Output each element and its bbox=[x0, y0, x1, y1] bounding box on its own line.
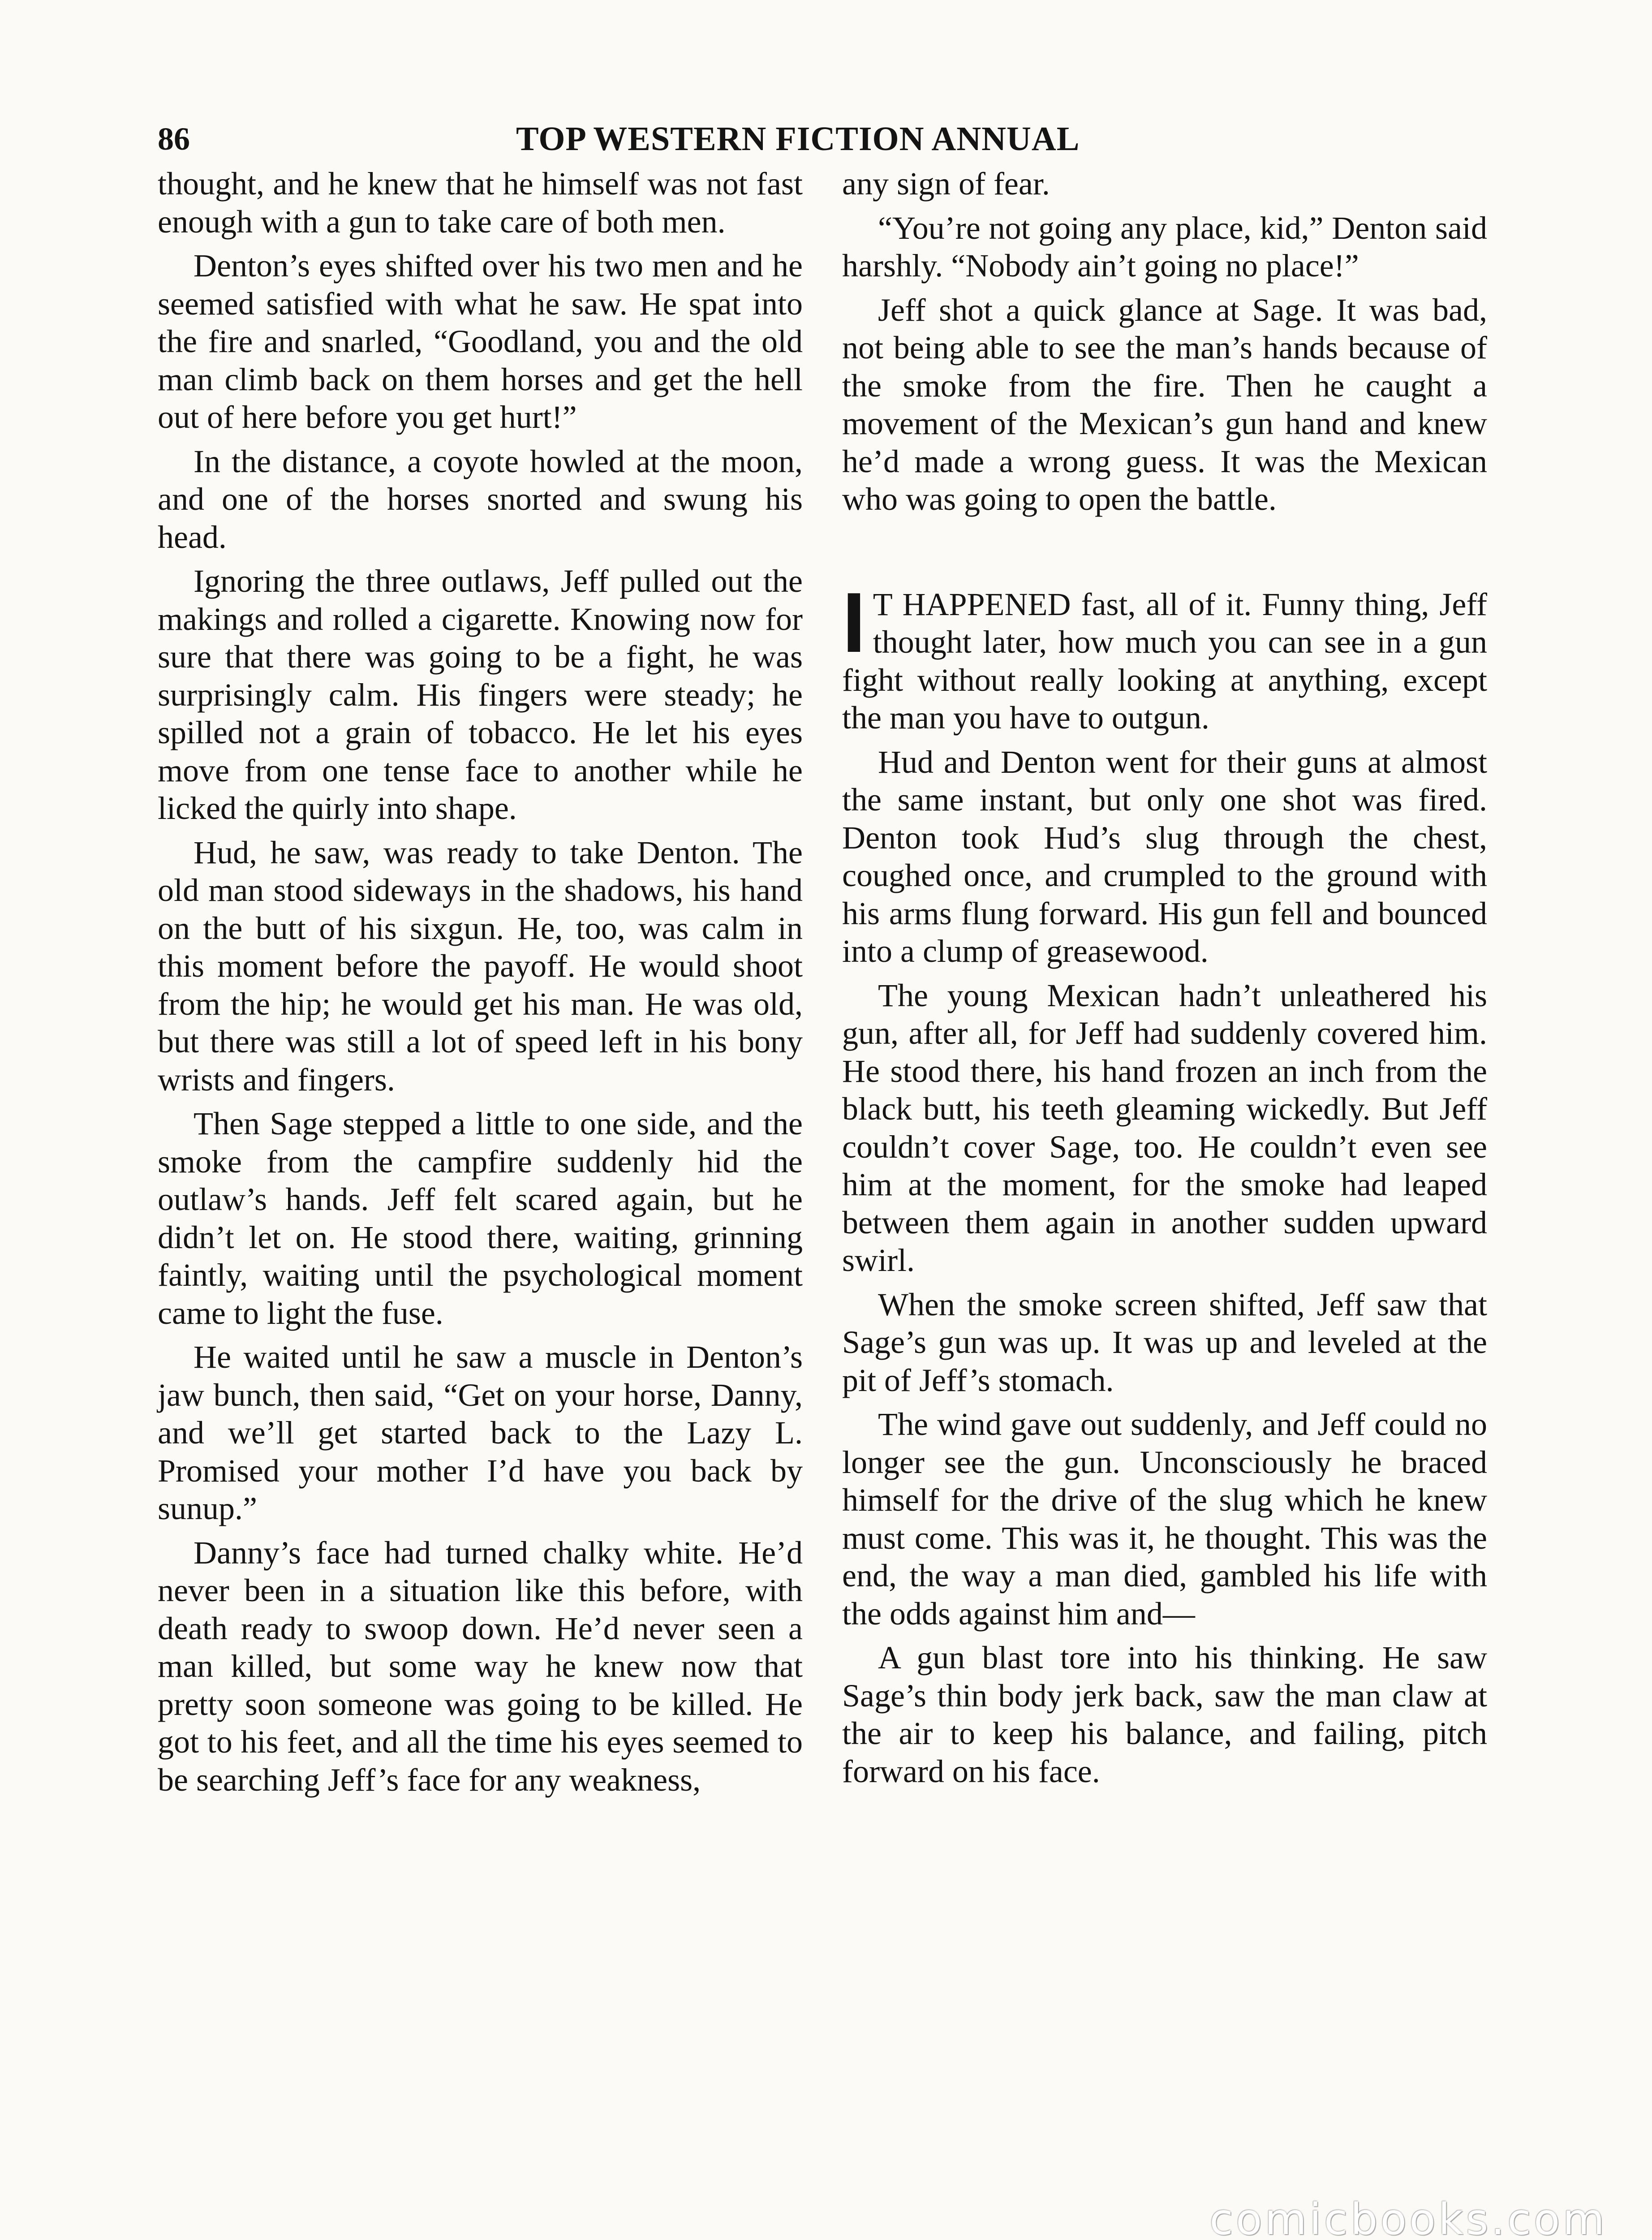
paragraph: Hud, he saw, was ready to take Denton. The old man stood sideways in the shadows, his hand on the butt of his sixgun. He, too, was calm in this moment before the payoff. He would shoot from the hip; he would get his man. He was old, but there was still a lot of speed left in his bony wrists and fingers. bbox=[158, 834, 803, 1098]
paragraph: Denton’s eyes shifted over his two men and he seemed satisfied with what he saw. He spat into the fire and snarled, “Goodland, you and the old man climb back on them horses and get the hell out of here before you get hurt!” bbox=[158, 248, 803, 435]
page-number: 86 bbox=[158, 121, 190, 157]
paragraph: Jeff shot a quick glance at Sage. It was bad, not being able to see the man’s hands because of the smoke from the fire. Then he caught a movement of the Mexican’s gun hand and knew he’d made a wrong guess. It was the Mexican who was going to open the battle. bbox=[842, 292, 1487, 517]
left-column bbox=[158, 165, 803, 1799]
paragraph: any sign of fear. bbox=[842, 166, 1050, 202]
paragraph: The young Mexican hadn’t unleathered his gun, after all, for Jeff had suddenly covered him. He stood there, his hand frozen an inch from the black butt, his teeth gleaming wickedly. But Jeff couldn’t cover Sage, too. He couldn’t even see him at the moment, for the smoke had leaped between them again in another sudden upward swirl. bbox=[842, 977, 1487, 1278]
paragraph-text: T HAPPENED fast, all of it. Funny thing, Jeff thought later, how much you can see in a gun fight without really looking at anything, except the man you have to outgun. bbox=[842, 586, 1487, 736]
paragraph: Ignoring the three outlaws, Jeff pulled out the makings and rolled a cigarette. Knowing now for sure that there was going to be a fight, he was surprisingly calm. His fingers were steady; he spilled not a grain of tobacco. He let his eyes move from one tense face to another while he licked the quirly into shape. bbox=[158, 563, 803, 826]
paragraph: In the distance, a coyote howled at the moon, and one of the horses snorted and swung his head. bbox=[158, 443, 803, 555]
paragraph: When the smoke screen shifted, Jeff saw that Sage’s gun was up. It was up and leveled at the pit of Jeff’s stomach. bbox=[842, 1286, 1487, 1398]
right-column bbox=[842, 165, 1487, 1790]
paragraph: He waited until he saw a muscle in Denton’s jaw bunch, then said, “Get on your horse, Danny, and we’ll get started back to the Lazy L. Promised your mother I’d have you back by sunup.” bbox=[158, 1339, 803, 1526]
paragraph: thought, and he knew that he himself was not fast enough with a gun to take care of both men. bbox=[158, 166, 803, 240]
section-opening-paragraph bbox=[842, 575, 1487, 737]
drop-cap: I bbox=[842, 575, 866, 670]
paragraph: Hud and Denton went for their guns at almost the same instant, but only one shot was fired. Denton took Hud’s slug through the chest, coughed once, and crumpled to the ground with his arms flung forward. His gun fell and bounced into a clump of greasewood. bbox=[842, 744, 1487, 969]
running-title: TOP WESTERN FICTION ANNUAL bbox=[516, 120, 1080, 158]
paragraph: The wind gave out suddenly, and Jeff could no longer see the gun. Unconsciously he braced himself for the drive of the slug which he knew must come. This was it, he thought. This was the end, the way a man died, gambled his life with the odds against him and— bbox=[842, 1406, 1487, 1632]
paragraph: “You’re not going any place, kid,” Denton said harshly. “Nobody ain’t going no place!” bbox=[842, 210, 1487, 284]
paragraph: A gun blast tore into his thinking. He saw Sage’s thin body jerk back, saw the man claw at the air to keep his balance, and failing, pitch forward on his face. bbox=[842, 1640, 1487, 1789]
watermark: comicbooks.com bbox=[1209, 2194, 1607, 2240]
page-header bbox=[158, 114, 1125, 164]
paragraph: Danny’s face had turned chalky white. He’d never been in a situation like this before, with death ready to swoop down. He’d never seen a man killed, but some way he knew now that pretty soon someone was going to be killed. He got to his feet, and all the time his eyes seemed to be searching Jeff’s face for any weakness, bbox=[158, 1534, 803, 1798]
paragraph: Then Sage stepped a little to one side, and the smoke from the campfire suddenly hid the outlaw’s hands. Jeff felt scared again, but he didn’t let on. He stood there, waiting, grinning faintly, waiting until the psychological moment came to light the fuse. bbox=[158, 1106, 803, 1331]
